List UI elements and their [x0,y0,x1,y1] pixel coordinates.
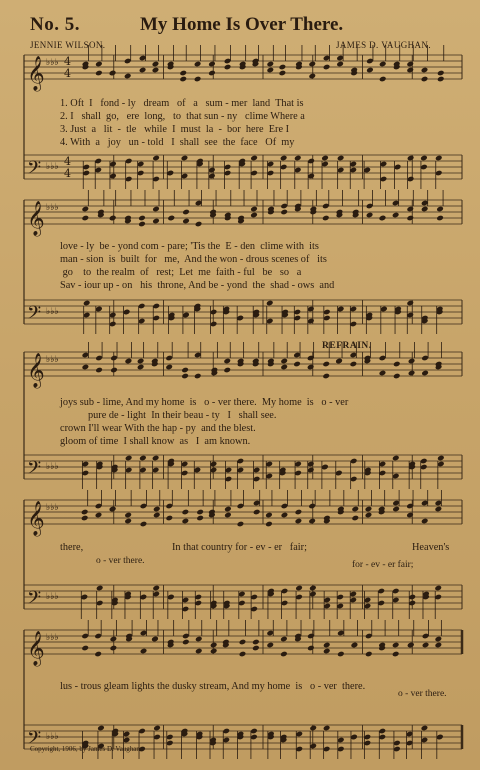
flat-icon: ♭♭♭ [46,355,59,365]
note-head [182,639,190,646]
note-head [365,506,373,513]
note-head [322,373,330,380]
note-head [422,642,430,649]
note-head [124,518,132,525]
note-head [137,358,145,365]
note-head [365,512,373,519]
note-head [280,364,288,371]
note-head [379,76,387,83]
treble-clef-icon: 𝄞 [27,631,45,666]
note-head [280,155,288,162]
note-head [237,521,245,528]
bass-clef-icon: 𝄢 [27,728,42,753]
note-head [153,725,161,732]
note-head [97,725,105,732]
verse-1-line: joys sub - lime, And my home is o - ver there. My home is o - ver [60,397,349,408]
note-head [153,506,161,513]
note-head [210,648,218,655]
note-head [152,585,160,592]
note-head [421,370,429,377]
note-head [82,206,90,213]
note-head [267,67,275,74]
note-head [365,651,373,658]
note-head [436,215,444,222]
hymn-number: No. 5. [30,14,80,35]
note-head [351,515,359,522]
note-head [393,373,401,380]
note-head [351,642,359,649]
flat-icon: ♭♭♭ [46,162,59,172]
note-head [223,358,231,365]
note-head [392,506,400,513]
note-head [435,506,443,513]
bass-echo-text: o - ver there. [96,556,145,566]
note-head [137,364,145,371]
note-head [138,215,146,222]
verse-4-line: gloom of time I shall know as I am known. [60,436,251,447]
flat-icon: ♭♭♭ [46,732,59,742]
note-head [366,212,374,219]
note-head [295,518,303,525]
note-head [208,61,216,68]
note-head [140,521,148,528]
note-head [392,651,400,658]
hymn-title: My Home Is Over There. [140,14,344,35]
flat-icon: ♭♭♭ [46,203,59,213]
note-head [406,61,414,68]
note-head [139,67,147,74]
note-head [182,209,190,216]
note-head [323,64,331,71]
note-head [322,215,330,222]
time-signature: 4 [64,55,71,68]
refrain-line: there, [60,542,84,553]
note-head [224,64,232,71]
note-head [252,645,260,652]
note-head [308,73,316,80]
note-head [393,361,401,368]
note-head [321,155,329,162]
flat-icon: ♭♭♭ [46,592,59,602]
flat-icon: ♭♭♭ [46,503,59,513]
note-head [434,585,442,592]
note-head [153,512,161,519]
note-head [167,215,175,222]
note-head [309,725,317,732]
note-head [435,155,443,162]
note-head [392,212,400,219]
verse-1-line: 1. Oft I fond - ly dream of a sum - mer land That is [60,98,304,109]
note-head [195,636,203,643]
note-head [194,373,202,380]
note-head [308,61,316,68]
note-head [335,358,343,365]
note-head [267,61,275,68]
copyright-notice: Copyright, 1906, by James D. Vaughan. [30,745,142,753]
note-head [196,515,204,522]
note-head [366,67,374,74]
note-head [437,76,445,83]
verse-2-line: pure de - light In their beau - ty I shall see. [88,410,277,421]
note-head [323,648,331,655]
note-head [406,215,414,222]
note-head [266,642,274,649]
note-head [280,358,288,365]
note-head [181,373,189,380]
note-head [239,651,247,658]
note-head [110,645,118,652]
note-head [421,725,429,732]
verse-2-line: man - sion is built for me, And the won - drous scenes of its [60,254,327,265]
note-head [82,215,90,222]
note-head [350,361,358,368]
note-head [436,206,444,213]
verse-3-line: crown I'll wear With the hap - py and the blest. [60,423,256,434]
note-head [421,67,429,74]
note-head [110,636,118,643]
note-head [182,218,190,225]
note-head [406,67,414,74]
note-head [81,509,89,516]
bass-clef-icon: 𝄢 [27,458,42,483]
note-head [208,70,216,77]
note-head [152,67,160,74]
note-head [266,300,274,307]
note-head [182,509,190,516]
note-head [109,70,117,77]
note-head [81,645,89,652]
note-head [379,370,387,377]
note-head [308,518,316,525]
note-head [253,509,261,516]
note-head [421,206,429,213]
note-head [95,70,103,77]
note-head [408,358,416,365]
note-head [179,76,187,83]
note-head [437,455,445,462]
note-head [166,515,174,522]
note-head [95,367,103,374]
note-head [323,642,331,649]
verse-1-line: love - ly be - yond com - pare; 'Tis the E - den clime with its [60,241,319,252]
note-head [392,642,400,649]
verse-2-line: 2. I shall go, ere long, to that sun - ny clime Where a [60,111,305,122]
note-head [408,370,416,377]
treble-clef-icon: 𝄞 [27,56,45,91]
note-head [181,367,189,374]
note-head [351,506,359,513]
verse-3-line: 3. Just a lit - tle while I must la - bor here Ere I [60,124,290,135]
note-head [323,725,331,732]
note-head [250,155,258,162]
note-head [194,76,202,83]
note-head [337,651,345,658]
note-head [295,585,303,592]
note-head [406,300,414,307]
refrain-line: lus - trous gleam lights the dusky stream, And my home is o - ver there. [60,681,366,692]
note-head [379,61,387,68]
time-signature: 4 [64,167,71,180]
note-head [94,651,102,658]
note-head [96,585,104,592]
refrain-label: REFRAIN. [322,341,372,351]
lyricist-credit: JENNIE WILSON. [30,40,106,50]
note-head [140,648,148,655]
note-head [181,155,189,162]
note-head [165,364,173,371]
note-head [421,76,429,83]
note-head [336,61,344,68]
note-head [279,70,287,77]
note-head [95,512,103,519]
note-head [307,364,315,371]
note-head [420,155,428,162]
note-head [82,364,90,371]
note-head [83,300,91,307]
bass-clef-icon: 𝄢 [27,158,42,183]
note-head [280,651,288,658]
bass-echo-text: for - ev - er fair; [352,560,414,570]
treble-clef-icon: 𝄞 [27,201,45,236]
note-head [182,518,190,525]
note-head [195,648,203,655]
note-head [224,506,232,513]
note-head [179,70,187,77]
note-head [252,639,260,646]
note-head [151,636,159,643]
note-head [279,64,287,71]
note-head [95,61,103,68]
note-head [223,367,231,374]
note-head [437,70,445,77]
note-head [407,642,415,649]
note-head [379,215,387,222]
note-head [109,215,117,222]
note-head [435,636,443,643]
composer-credit: JAMES D. VAUGHAN. [336,40,431,50]
note-head [195,221,203,228]
note-head [152,155,160,162]
note-head [239,639,247,646]
note-head [281,512,289,519]
note-head [293,361,301,368]
bass-clef-icon: 𝄢 [27,303,42,328]
note-head [196,509,204,516]
note-head [139,455,147,462]
note-head [152,61,160,68]
note-head [110,367,118,374]
refrain-line: In that country for - ev - er fair; [172,542,307,553]
flat-icon: ♭♭♭ [46,58,59,68]
note-head [294,155,302,162]
time-signature: 4 [64,155,71,168]
note-head [406,206,414,213]
flat-icon: ♭♭♭ [46,307,59,317]
note-head [280,209,288,216]
flat-icon: ♭♭♭ [46,633,59,643]
verse-3-line: go to the realm of rest; Let me faith - ful be so a [60,267,302,278]
time-signature: 4 [64,67,71,80]
note-head [250,206,258,213]
bass-echo-text: o - ver there. [398,689,447,699]
treble-clef-icon: 𝄞 [27,501,45,536]
note-head [392,455,400,462]
note-head [280,636,288,643]
note-head [138,221,146,228]
note-head [152,206,160,213]
note-head [152,455,160,462]
note-head [407,155,415,162]
note-head [421,518,429,525]
note-head [152,218,160,225]
note-head [124,512,132,519]
note-head [81,515,89,522]
note-head [435,642,443,649]
note-head [309,585,317,592]
verse-4-line: Sav - iour up - on his throne, And be - yond the shad - ows and [60,280,335,291]
note-head [210,642,218,649]
note-head [224,512,232,519]
note-head [194,61,202,68]
flat-icon: ♭♭♭ [46,462,59,472]
treble-clef-icon: 𝄞 [27,353,45,388]
note-head [307,645,315,652]
refrain-line: Heaven's [412,542,450,553]
note-head [125,455,133,462]
note-head [265,521,273,528]
verse-4-line: 4. With a joy un - told I shall see the face Of my [60,137,295,148]
note-head [322,361,330,368]
note-head [337,155,345,162]
note-head [124,73,132,80]
note-head [250,212,258,219]
note-head [265,512,273,519]
note-head [125,358,133,365]
note-head [109,506,117,513]
note-head [295,509,303,516]
bass-clef-icon: 𝄢 [27,588,42,613]
